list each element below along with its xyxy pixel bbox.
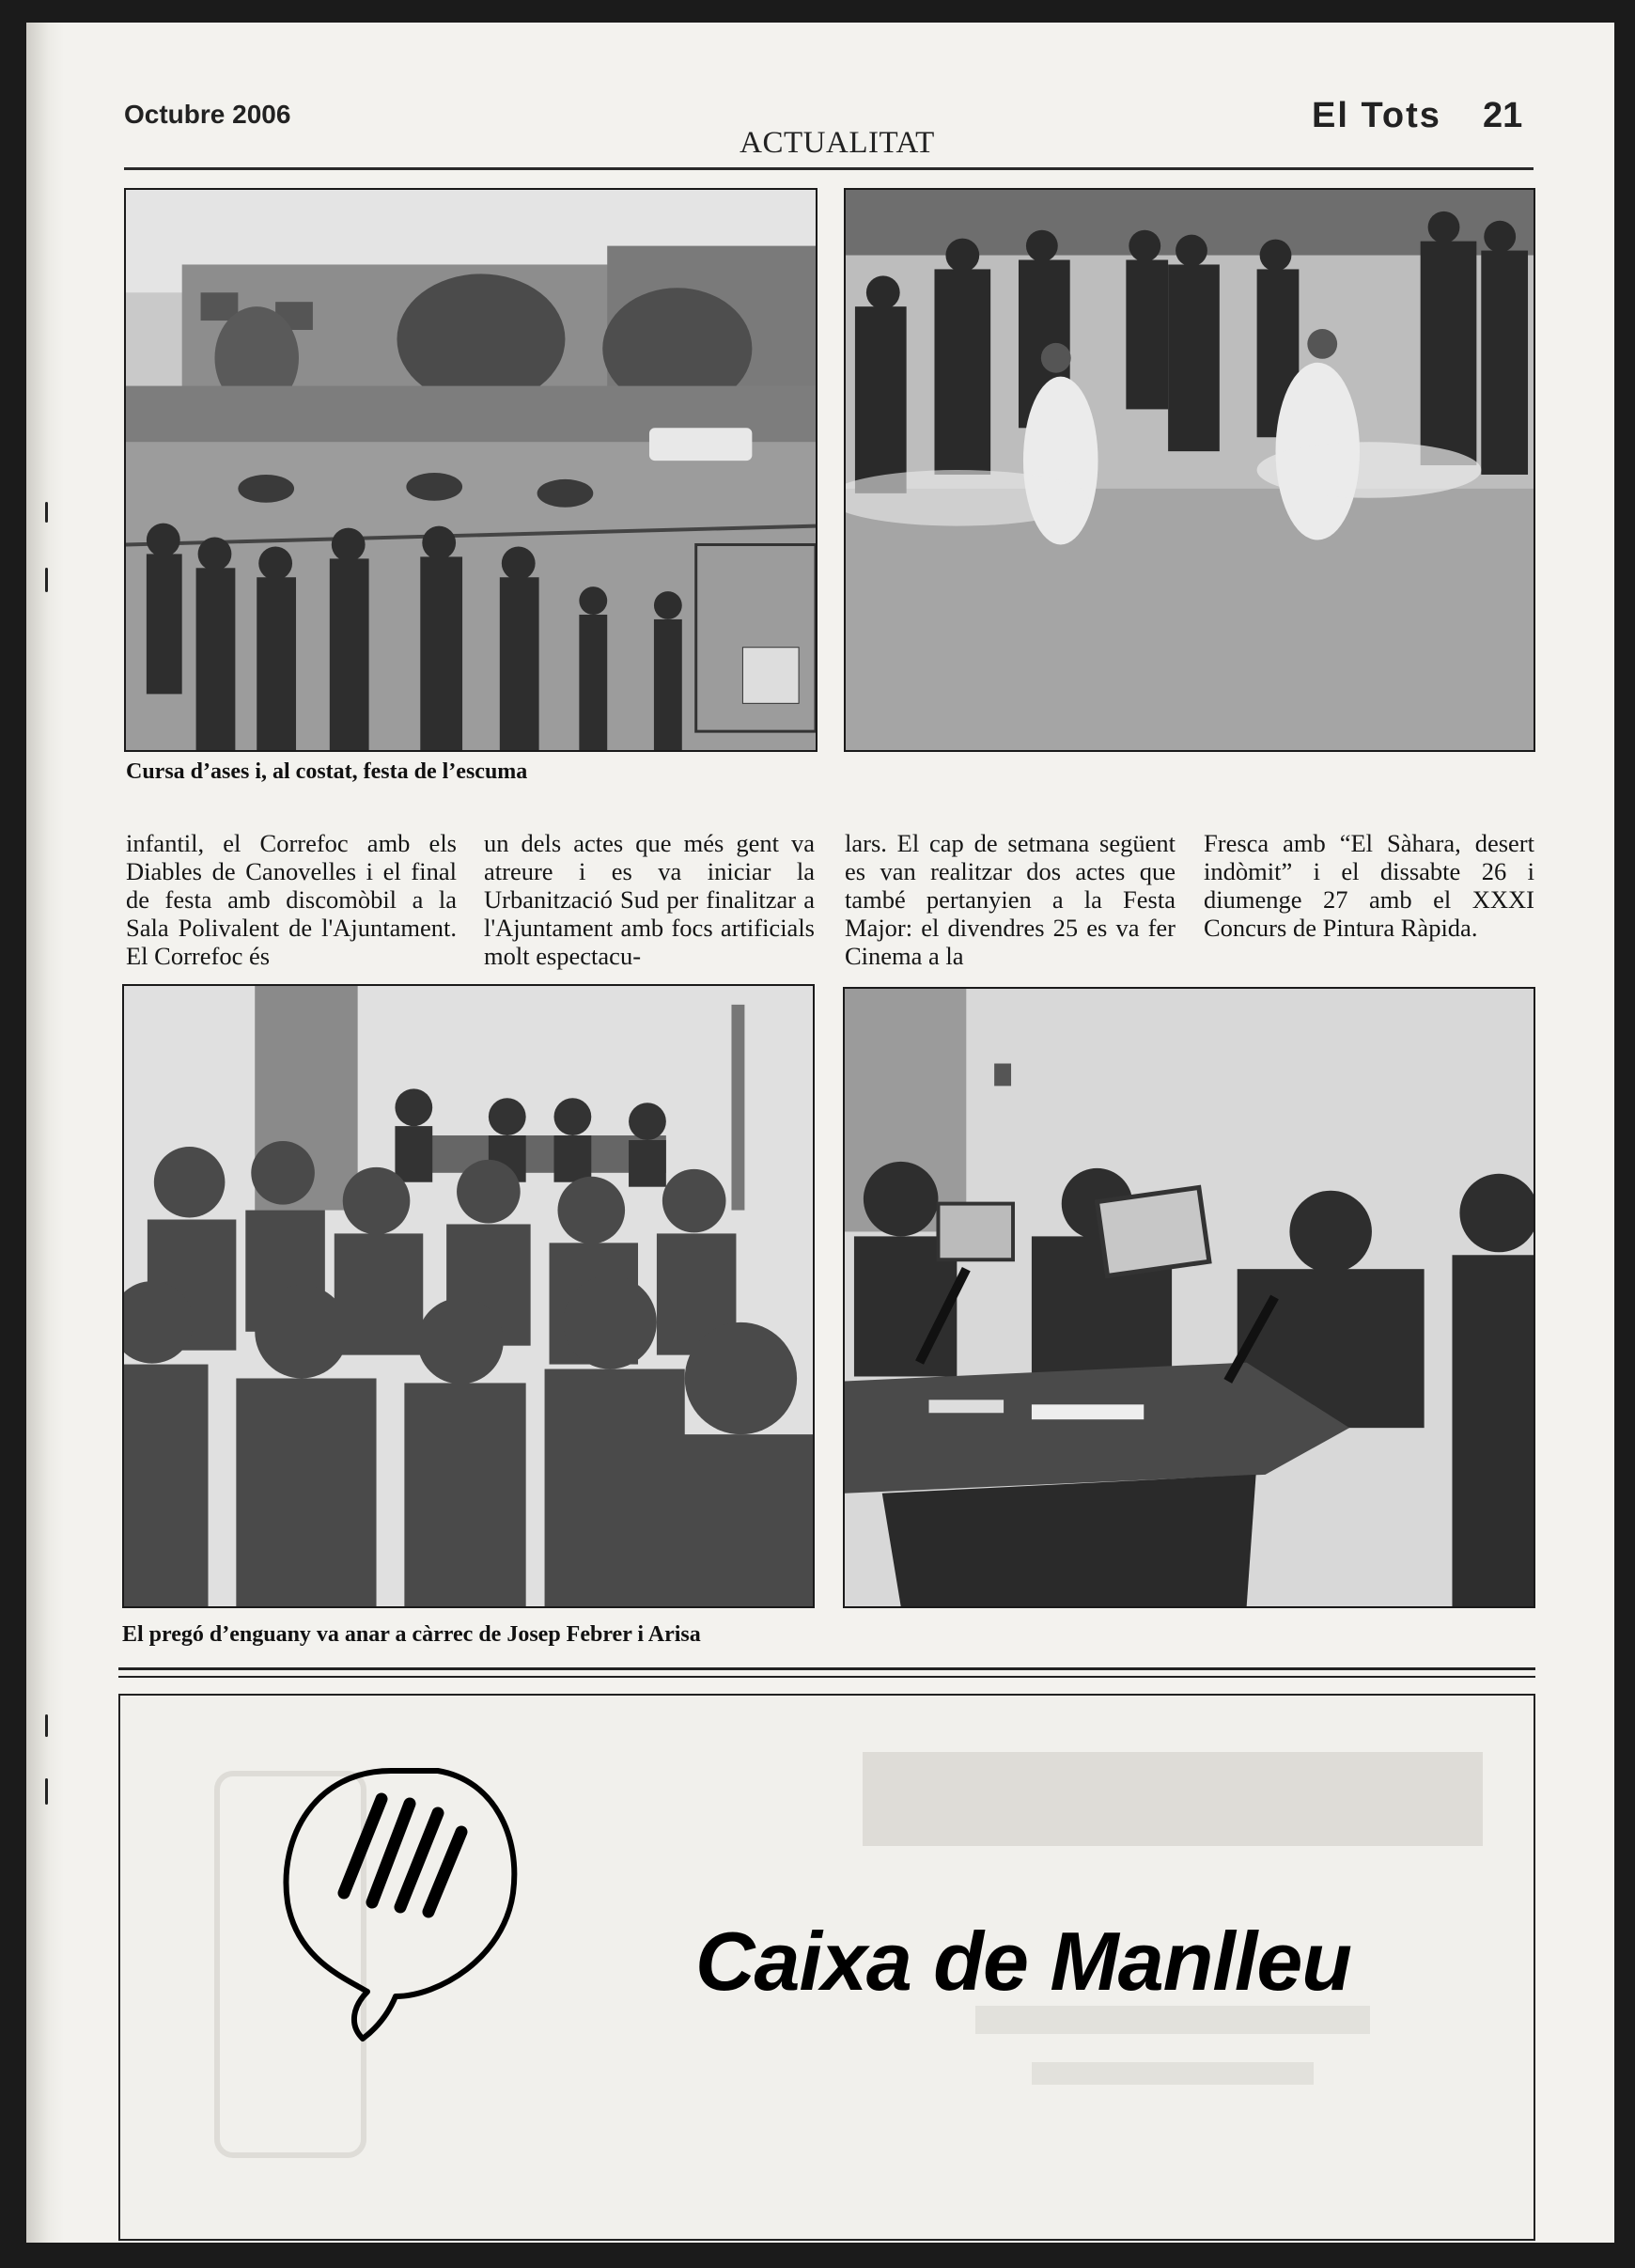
article-column-2 (484, 829, 815, 970)
caixa-de-manlleu-logo-icon (278, 1761, 522, 2043)
caption-bottom: El pregó d’enguany va anar a càrrec de Josep Febrer i Arisa (122, 1622, 701, 1647)
magazine-page (26, 23, 1614, 2243)
section-title: ACTUALITAT (740, 126, 935, 160)
photo-donkey-race (124, 188, 818, 752)
article-column-4-text: Fresca amb “El Sàhara, desert indòmit” i el dissabte 26 i diumenge 27 amb el XXXI Concurs de Pintura Ràpida. (1204, 829, 1534, 942)
binding-edge (26, 23, 64, 2243)
article-column-4 (1204, 829, 1534, 942)
photo-proclamation-audience-image (124, 986, 813, 1606)
bank-name: Caixa de Manlleu (695, 1915, 1352, 2008)
article-column-1 (126, 829, 457, 970)
photo-donkey-race-image (126, 190, 816, 750)
advertisement[interactable] (118, 1694, 1535, 2241)
article-column-3-text: lars. El cap de setmana següent es van realitzar dos actes que també pertanyien a la Festa Major: el divendres 25 es va fer Cinema a la (845, 829, 1176, 970)
issue-date: Octubre 2006 (124, 100, 291, 129)
article-column-3 (845, 829, 1176, 970)
photo-proclamation-table-image (845, 989, 1534, 1606)
page-number: 21 (1483, 96, 1523, 135)
article-column-2-text: un dels actes que més gent va atreure i es va iniciar la Urbanització Sud per finalitzar a l'Ajuntament amb focs artificials molt espectacu- (484, 829, 815, 970)
photo-proclamation-audience (122, 984, 815, 1608)
header-rule (124, 167, 1534, 170)
ad-rule-bottom (118, 1676, 1535, 1678)
photo-proclamation-table (843, 987, 1535, 1608)
ad-rule-top (118, 1667, 1535, 1670)
article-column-1-text: infantil, el Correfoc amb els Diables de Canovelles i el final de festa amb discomòbil a la Sala Polivalent de l'Ajuntament. El Correfoc és (126, 829, 457, 970)
magazine-name: El Tots (1312, 96, 1441, 135)
caption-top: Cursa d’ases i, al costat, festa de l’escuma (126, 759, 528, 784)
photo-foam-party (844, 188, 1535, 752)
photo-foam-party-image (846, 190, 1534, 750)
